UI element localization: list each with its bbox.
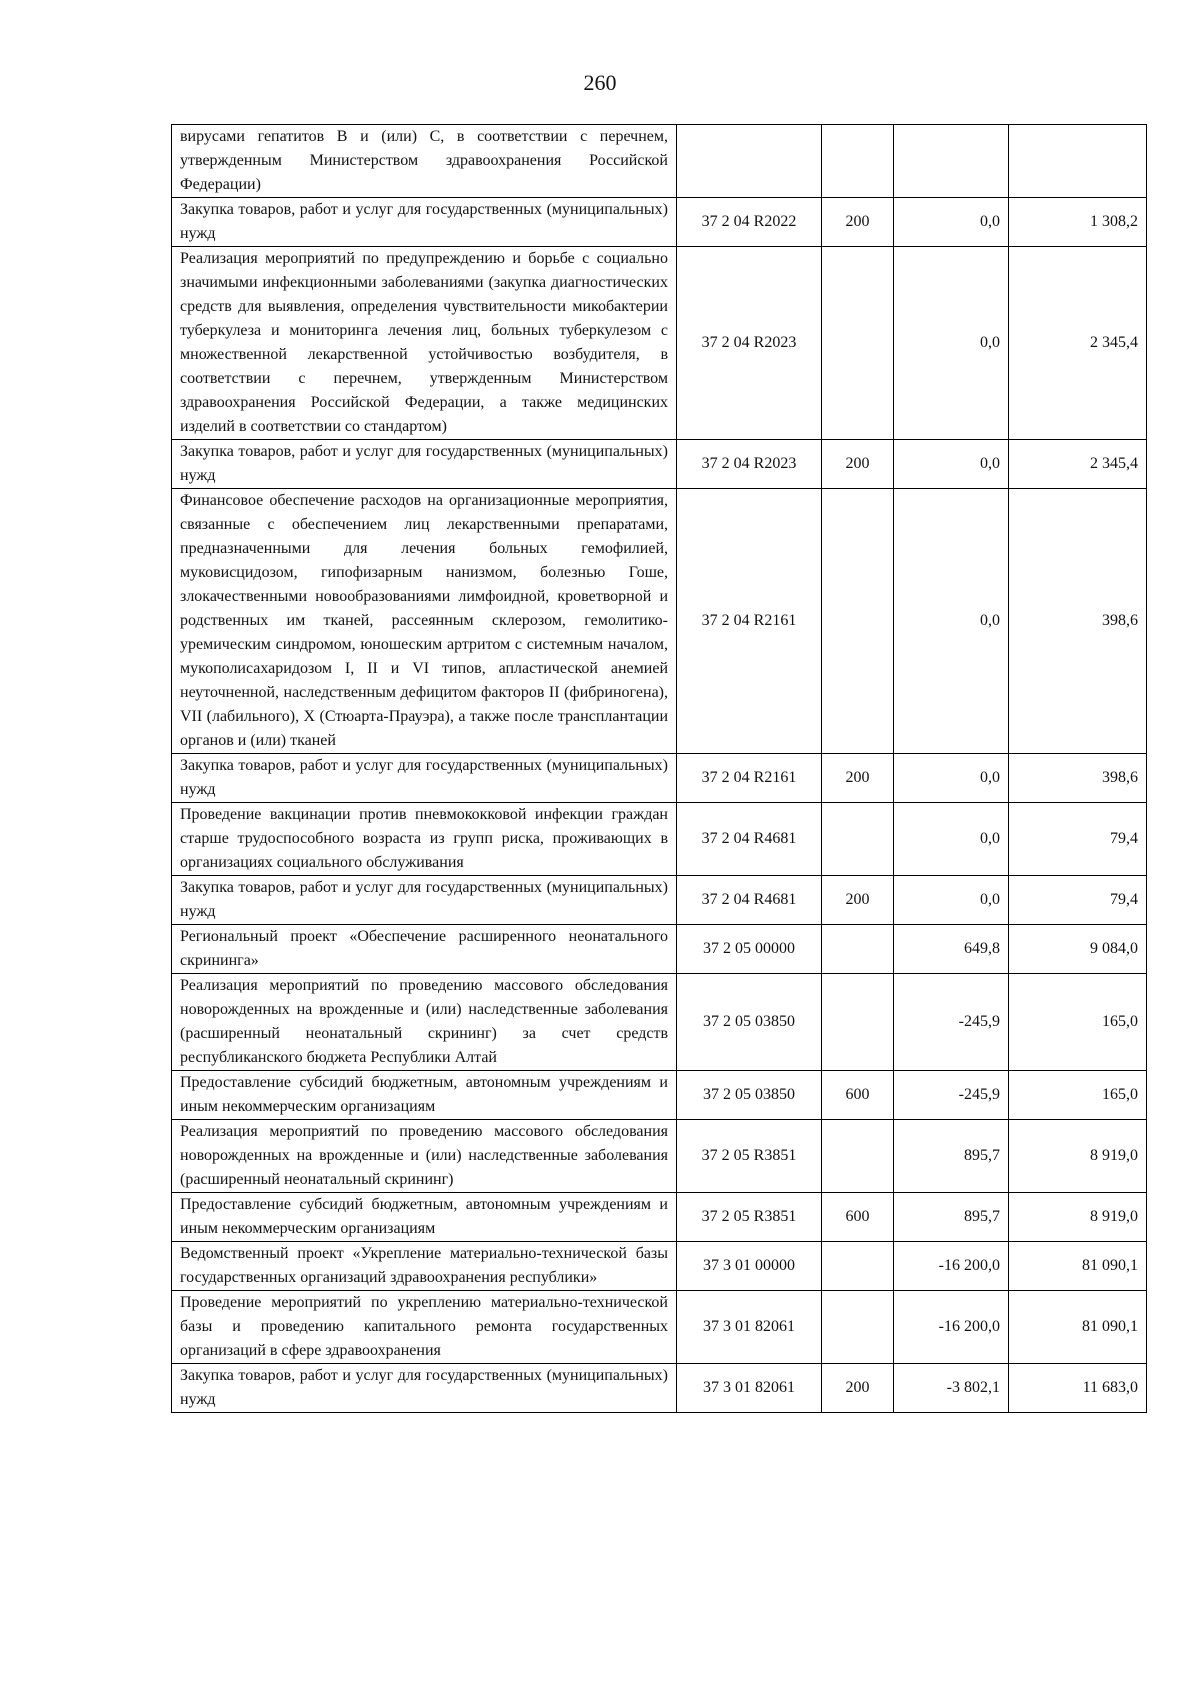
row-change: 0,0 bbox=[894, 198, 1009, 247]
row-kind bbox=[822, 803, 894, 876]
table-row bbox=[172, 489, 1147, 754]
row-kind: 600 bbox=[822, 1071, 894, 1120]
row-total: 9 084,0 bbox=[1009, 925, 1147, 974]
row-change: 649,8 bbox=[894, 925, 1009, 974]
row-code: 37 2 04 R2023 bbox=[677, 247, 822, 440]
row-name: Закупка товаров, работ и услуг для государственных (муниципальных) нужд bbox=[172, 440, 677, 489]
budget-table bbox=[171, 124, 1147, 1413]
row-total: 398,6 bbox=[1009, 754, 1147, 803]
row-name: Финансовое обеспечение расходов на организационные мероприятия, связанные с обеспечением лиц лекарственными препаратами, предназначенными для лечения больных гемофилией, муковисцидозом, гипофизарным нанизмом, болезнью Гоше, злокачественными новообразованиями лимфоидной, кроветворной и родственных им тканей, рассеянным склерозом, гемолитико-уремическим синдромом, юношеским артритом с системным началом, мукополисахаридозом I, II и VI типов, апластической анемией неуточненной, наследственным дефицитом факторов II (фибриногена), VII (лабильного), X (Стюарта-Прауэра), а также после трансплантации органов и (или) тканей bbox=[172, 489, 677, 754]
row-kind bbox=[822, 925, 894, 974]
row-name: Проведение мероприятий по укреплению материально-технической базы и проведению капитального ремонта государственных организаций в сфере здравоохранения bbox=[172, 1291, 677, 1364]
page-number: 260 bbox=[583, 70, 617, 95]
row-kind bbox=[822, 1120, 894, 1193]
row-kind: 200 bbox=[822, 198, 894, 247]
row-change: -16 200,0 bbox=[894, 1291, 1009, 1364]
row-total: 81 090,1 bbox=[1009, 1242, 1147, 1291]
row-name: Предоставление субсидий бюджетным, автономным учреждениям и иным некоммерческим организациям bbox=[172, 1193, 677, 1242]
table-row bbox=[172, 1291, 1147, 1364]
table-row bbox=[172, 925, 1147, 974]
row-kind bbox=[822, 1291, 894, 1364]
row-kind: 200 bbox=[822, 1364, 894, 1413]
row-code: 37 3 01 82061 bbox=[677, 1364, 822, 1413]
row-code: 37 2 05 00000 bbox=[677, 925, 822, 974]
row-change: -16 200,0 bbox=[894, 1242, 1009, 1291]
row-code: 37 3 01 82061 bbox=[677, 1291, 822, 1364]
row-change: 0,0 bbox=[894, 876, 1009, 925]
table-row bbox=[172, 974, 1147, 1071]
row-change: 0,0 bbox=[894, 247, 1009, 440]
row-change: 895,7 bbox=[894, 1120, 1009, 1193]
row-total bbox=[1009, 125, 1147, 198]
row-name: Проведение вакцинации против пневмококковой инфекции граждан старше трудоспособного возраста из групп риска, проживающих в организациях социального обслуживания bbox=[172, 803, 677, 876]
row-name: вирусами гепатитов В и (или) С, в соответствии с перечнем, утвержденным Министерством здравоохранения Российской Федерации) bbox=[172, 125, 677, 198]
table-row bbox=[172, 1364, 1147, 1413]
row-name: Закупка товаров, работ и услуг для государственных (муниципальных) нужд bbox=[172, 1364, 677, 1413]
table-row bbox=[172, 1242, 1147, 1291]
row-code: 37 2 04 R2023 bbox=[677, 440, 822, 489]
row-code: 37 2 04 R4681 bbox=[677, 876, 822, 925]
row-code: 37 2 04 R2022 bbox=[677, 198, 822, 247]
row-code: 37 2 04 R4681 bbox=[677, 803, 822, 876]
table-row bbox=[172, 198, 1147, 247]
row-code bbox=[677, 125, 822, 198]
table-row bbox=[172, 1120, 1147, 1193]
table-row bbox=[172, 754, 1147, 803]
row-total: 8 919,0 bbox=[1009, 1193, 1147, 1242]
row-change: -3 802,1 bbox=[894, 1364, 1009, 1413]
row-name: Реализация мероприятий по проведению массового обследования новорожденных на врожденные и (или) наследственные заболевания (расширенный неонатальный скрининг) за счет средств республиканского бюджета Республики Алтай bbox=[172, 974, 677, 1071]
row-total: 2 345,4 bbox=[1009, 440, 1147, 489]
row-total: 11 683,0 bbox=[1009, 1364, 1147, 1413]
row-kind bbox=[822, 974, 894, 1071]
row-code: 37 2 04 R2161 bbox=[677, 489, 822, 754]
table-row bbox=[172, 803, 1147, 876]
row-change: 0,0 bbox=[894, 803, 1009, 876]
table-row bbox=[172, 1193, 1147, 1242]
row-name: Региональный проект «Обеспечение расширенного неонатального скрининга» bbox=[172, 925, 677, 974]
budget-table-body bbox=[172, 125, 1147, 1413]
row-name: Реализация мероприятий по проведению массового обследования новорожденных на врожденные и (или) наследственные заболевания (расширенный неонатальный скрининг) bbox=[172, 1120, 677, 1193]
row-kind bbox=[822, 1242, 894, 1291]
row-kind: 200 bbox=[822, 754, 894, 803]
row-total: 8 919,0 bbox=[1009, 1120, 1147, 1193]
row-name: Закупка товаров, работ и услуг для государственных (муниципальных) нужд bbox=[172, 876, 677, 925]
row-change: 0,0 bbox=[894, 754, 1009, 803]
row-code: 37 2 05 03850 bbox=[677, 1071, 822, 1120]
row-change bbox=[894, 125, 1009, 198]
row-code: 37 3 01 00000 bbox=[677, 1242, 822, 1291]
row-total: 398,6 bbox=[1009, 489, 1147, 754]
row-change: -245,9 bbox=[894, 1071, 1009, 1120]
row-name: Закупка товаров, работ и услуг для государственных (муниципальных) нужд bbox=[172, 754, 677, 803]
table-row bbox=[172, 125, 1147, 198]
row-code: 37 2 05 R3851 bbox=[677, 1193, 822, 1242]
row-kind bbox=[822, 489, 894, 754]
row-kind: 200 bbox=[822, 876, 894, 925]
row-kind: 600 bbox=[822, 1193, 894, 1242]
row-total: 165,0 bbox=[1009, 1071, 1147, 1120]
row-name: Реализация мероприятий по предупреждению и борьбе с социально значимыми инфекционными заболеваниями (закупка диагностических средств для выявления, определения чувствительности микобактерии туберкулеза и мониторинга лечения лиц, больных туберкулезом с множественной лекарственной устойчивостью возбудителя, в соответствии с перечнем, утвержденным Министерством здравоохранения Российской Федерации, а также медицинских изделий в соответствии со стандартом) bbox=[172, 247, 677, 440]
row-name: Ведомственный проект «Укрепление материально-технической базы государственных организаций здравоохранения республики» bbox=[172, 1242, 677, 1291]
row-change: 0,0 bbox=[894, 489, 1009, 754]
row-total: 79,4 bbox=[1009, 876, 1147, 925]
row-total: 79,4 bbox=[1009, 803, 1147, 876]
table-row bbox=[172, 1071, 1147, 1120]
row-total: 165,0 bbox=[1009, 974, 1147, 1071]
row-kind bbox=[822, 247, 894, 440]
row-name: Предоставление субсидий бюджетным, автономным учреждениям и иным некоммерческим организациям bbox=[172, 1071, 677, 1120]
row-total: 81 090,1 bbox=[1009, 1291, 1147, 1364]
table-row bbox=[172, 440, 1147, 489]
row-code: 37 2 05 03850 bbox=[677, 974, 822, 1071]
row-total: 2 345,4 bbox=[1009, 247, 1147, 440]
row-kind bbox=[822, 125, 894, 198]
row-change: 0,0 bbox=[894, 440, 1009, 489]
row-total: 1 308,2 bbox=[1009, 198, 1147, 247]
table-row bbox=[172, 876, 1147, 925]
row-change: 895,7 bbox=[894, 1193, 1009, 1242]
row-code: 37 2 04 R2161 bbox=[677, 754, 822, 803]
row-change: -245,9 bbox=[894, 974, 1009, 1071]
row-name: Закупка товаров, работ и услуг для государственных (муниципальных) нужд bbox=[172, 198, 677, 247]
row-kind: 200 bbox=[822, 440, 894, 489]
table-row bbox=[172, 247, 1147, 440]
row-code: 37 2 05 R3851 bbox=[677, 1120, 822, 1193]
